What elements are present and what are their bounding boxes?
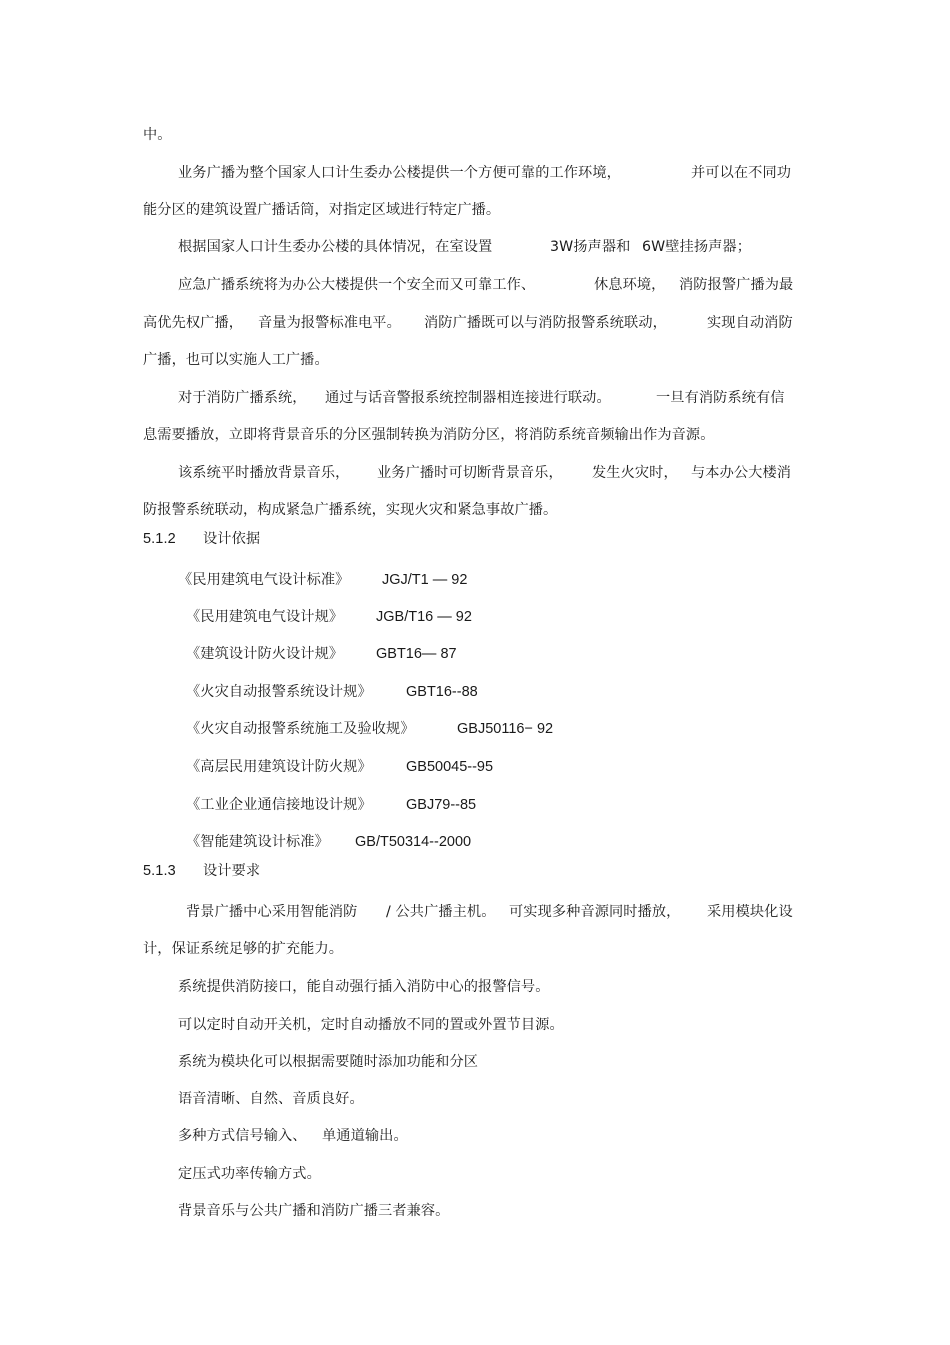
text-line: 高优先权广播， bbox=[143, 315, 244, 331]
reference-code: JGJ/T1 — 92 bbox=[382, 572, 468, 588]
text-line: 能分区的建筑设置广播话筒，对指定区域进行特定广播。 bbox=[143, 202, 501, 218]
text-line: 该系统平时播放背景音乐， bbox=[178, 465, 350, 481]
text-line: 背景广播中心采用智能消防 bbox=[186, 904, 358, 920]
text-line: 发生火灾时， bbox=[592, 465, 678, 481]
text-line: 对于消防广播系统， bbox=[178, 390, 307, 406]
reference-name: 《高层民用建筑设计防火规》 bbox=[186, 759, 372, 775]
text-line: 并可以在不同功 bbox=[691, 165, 792, 181]
text-line: 系统提供消防接口，能自动强行插入消防中心的报警信号。 bbox=[178, 979, 550, 995]
reference-code: GBT16--88 bbox=[406, 684, 478, 700]
text-line: 业务广播为整个国家人口计生委办公楼提供一个方便可靠的工作环境， bbox=[178, 165, 621, 181]
text-line: 实现自动消防 bbox=[707, 315, 793, 331]
text-line: 单通道输出。 bbox=[322, 1128, 408, 1144]
text-line: 定压式功率传输方式。 bbox=[178, 1166, 321, 1182]
text-line: 与本办公大楼消 bbox=[691, 465, 792, 481]
text-line: 3W扬声器和 bbox=[550, 239, 631, 255]
section-title: 设计要求 bbox=[203, 863, 261, 879]
text-line: 背景音乐与公共广播和消防广播三者兼容。 bbox=[178, 1203, 450, 1219]
reference-code: GBJ50116− 92 bbox=[457, 721, 554, 737]
reference-name: 《民用建筑电气设计标准》 bbox=[178, 572, 350, 588]
text-line: 根据国家人口计生委办公楼的具体情况，在室设置 bbox=[178, 239, 493, 255]
text-line: 多种方式信号输入、 bbox=[178, 1128, 307, 1144]
reference-name: 《建筑设计防火设计规》 bbox=[186, 646, 344, 662]
text-line: 应急广播系统将为办公大楼提供一个安全而又可靠工作、 bbox=[178, 277, 536, 293]
reference-code: JGB/T16 — 92 bbox=[376, 609, 472, 625]
text-line: 计，保证系统足够的扩充能力。 bbox=[143, 941, 344, 957]
text-line: 休息环境， bbox=[594, 277, 666, 293]
text-line: 可实现多种音源同时播放， bbox=[509, 904, 681, 920]
reference-name: 《火灾自动报警系统施工及验收规》 bbox=[186, 721, 415, 737]
text-line: 可以定时自动开关机，定时自动播放不同的置或外置节目源。 bbox=[178, 1017, 564, 1033]
reference-name: 《民用建筑电气设计规》 bbox=[186, 609, 344, 625]
text-line: 系统为模块化可以根据需要随时添加功能和分区 bbox=[178, 1054, 479, 1070]
text-line: 中。 bbox=[143, 127, 172, 143]
reference-code: GBJ79--85 bbox=[406, 797, 477, 813]
reference-code: GB50045--95 bbox=[406, 759, 494, 775]
text-line: 广播，也可以实施人工广播。 bbox=[143, 352, 329, 368]
section-number: 5.1.2 bbox=[143, 531, 176, 547]
text-line: 6W壁挂扬声器； bbox=[642, 239, 751, 255]
reference-code: GBT16— 87 bbox=[376, 646, 457, 662]
reference-name: 《火灾自动报警系统设计规》 bbox=[186, 684, 372, 700]
reference-name: 《工业企业通信接地设计规》 bbox=[186, 797, 372, 813]
reference-code: GB/T50314--2000 bbox=[355, 834, 472, 850]
text-line: / 公共广播主机。 bbox=[386, 904, 496, 920]
text-line: 通过与话音警报系统控制器相连接进行联动。 bbox=[325, 390, 611, 406]
text-line: 业务广播时可切断背景音乐， bbox=[377, 465, 563, 481]
text-line: 音量为报警标准电平。 bbox=[258, 315, 401, 331]
text-line: 防报警系统联动，构成紧急广播系统，实现火灾和紧急事故广播。 bbox=[143, 502, 558, 518]
text-line: 一旦有消防系统有信 bbox=[656, 390, 785, 406]
text-line: 采用模块化设 bbox=[707, 904, 793, 920]
text-line: 息需要播放，立即将背景音乐的分区强制转换为消防分区，将消防系统音频输出作为音源。 bbox=[143, 427, 715, 443]
text-line: 语音清晰、自然、音质良好。 bbox=[178, 1091, 364, 1107]
text-line: 消防报警广播为最 bbox=[679, 277, 794, 293]
reference-name: 《智能建筑设计标准》 bbox=[186, 834, 329, 850]
section-number: 5.1.3 bbox=[143, 863, 176, 879]
section-title: 设计依据 bbox=[203, 531, 261, 547]
text-line: 消防广播既可以与消防报警系统联动， bbox=[424, 315, 667, 331]
